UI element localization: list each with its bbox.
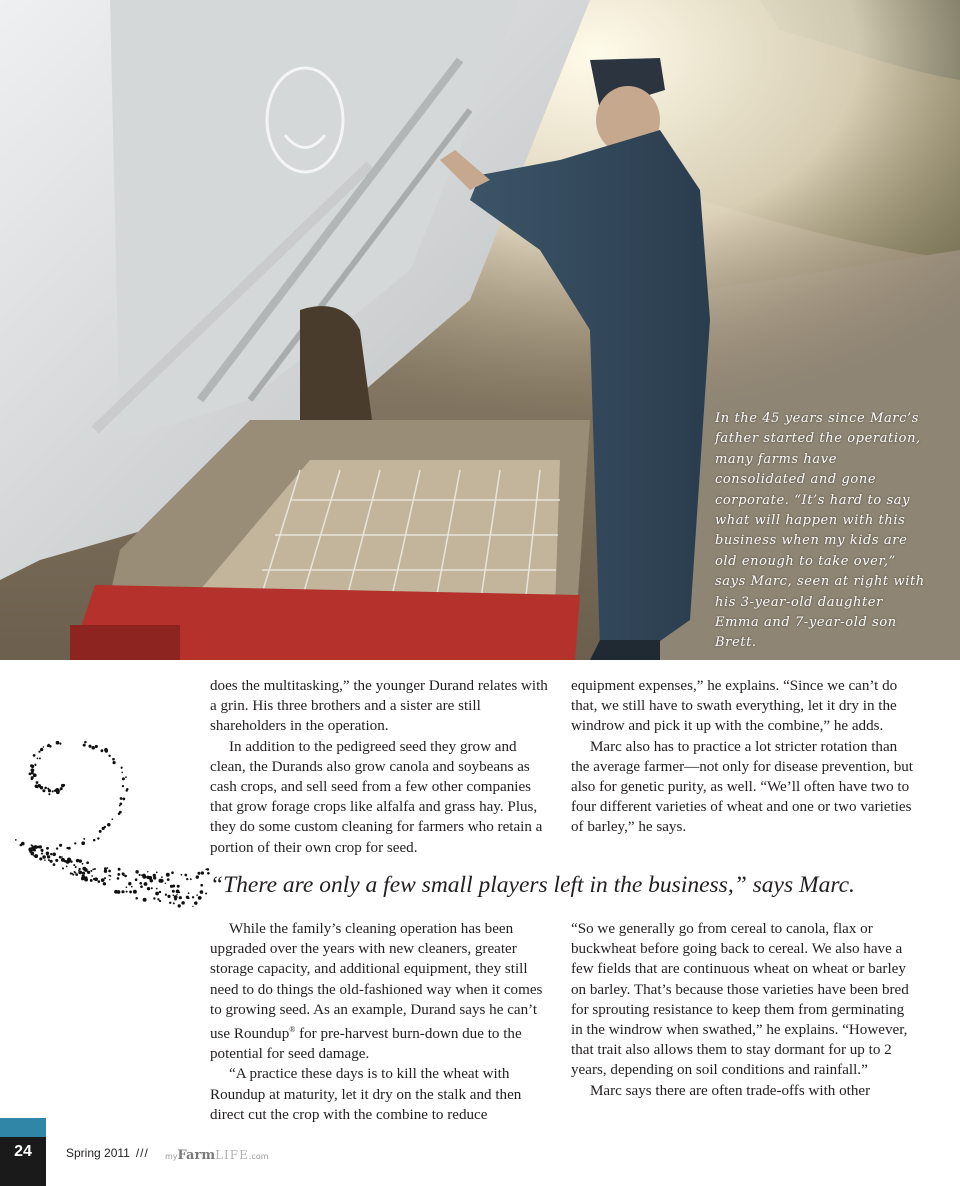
seed-dot xyxy=(111,818,113,820)
seed-dot xyxy=(178,904,181,907)
seed-dot xyxy=(39,757,41,759)
seed-dot xyxy=(59,743,61,745)
seed-dot xyxy=(172,885,175,888)
seed-dot xyxy=(104,867,107,870)
seed-dot xyxy=(113,761,116,764)
seed-dot xyxy=(122,797,125,800)
seed-dot xyxy=(128,882,131,885)
seed-dot xyxy=(42,855,46,859)
seed-dot xyxy=(94,868,96,870)
seed-dot xyxy=(122,785,124,787)
seed-dot xyxy=(192,906,193,907)
seed-dot xyxy=(40,849,43,852)
seed-dot xyxy=(86,861,89,864)
seed-dot xyxy=(117,877,120,880)
seed-dot xyxy=(167,878,170,881)
registered-mark: ® xyxy=(289,1025,296,1035)
seed-dot xyxy=(165,883,166,884)
seed-dot xyxy=(82,872,85,875)
seed-dot xyxy=(30,764,33,767)
seed-dot xyxy=(156,888,158,890)
seed-dot xyxy=(140,885,143,888)
seed-dot xyxy=(155,892,159,896)
seed-dot xyxy=(118,813,121,816)
seed-dot xyxy=(79,859,82,862)
seed-dot xyxy=(47,745,50,748)
seed-dot xyxy=(135,897,138,900)
seed-dot xyxy=(61,856,62,857)
photo-caption: In the 45 years since Marc’s father started the operation, many farms have consolidated and gone corporate. “It’s hard to say what will happen with this business when my kids are old enough to take over,” says Marc, seen at right with his 3-year-old daughter Emma and 7-year-old son Brett. xyxy=(715,411,925,651)
folio-accent-bar xyxy=(0,1118,46,1137)
seed-dot xyxy=(20,844,23,847)
seed-dot xyxy=(52,790,54,792)
seed-dot xyxy=(122,872,125,875)
seed-dot xyxy=(198,896,202,900)
seed-dot xyxy=(117,890,121,894)
seed-dot xyxy=(31,772,34,775)
seed-dot xyxy=(171,871,174,874)
paragraph: Marc says there are often trade-offs with other xyxy=(590,1082,871,1099)
seed-dot xyxy=(207,868,210,871)
seed-dot xyxy=(87,871,90,874)
seed-dot xyxy=(147,887,150,890)
issue-separator: /// xyxy=(135,1146,149,1160)
seed-dot xyxy=(54,790,56,792)
logo-farm: Farm xyxy=(177,1148,216,1163)
seed-dot xyxy=(47,855,50,858)
seed-dot xyxy=(78,870,79,871)
seed-dot xyxy=(73,864,75,866)
seed-dot xyxy=(81,841,85,845)
seed-dot xyxy=(42,789,45,792)
seed-dot xyxy=(97,837,99,839)
seed-dot xyxy=(118,868,121,871)
seed-dot xyxy=(101,878,105,882)
seed-dot xyxy=(61,788,63,790)
seed-dot xyxy=(94,877,98,881)
seed-dot xyxy=(33,754,36,757)
seed-dot xyxy=(39,857,42,860)
seed-dot xyxy=(84,741,87,744)
seed-dot xyxy=(98,880,101,883)
seed-dot xyxy=(34,854,38,858)
seed-dot xyxy=(75,866,77,868)
seed-dot xyxy=(122,777,125,780)
paragraph-text: for pre-harvest burn-down due to the potential for seed damage. xyxy=(210,1026,522,1063)
seed-dot xyxy=(101,749,104,752)
seed-dot xyxy=(62,867,64,869)
seed-dot xyxy=(147,871,148,872)
seed-dot xyxy=(15,839,17,841)
seed-dot xyxy=(200,884,203,887)
seed-dot xyxy=(74,842,76,844)
seed-swirl-decoration xyxy=(10,740,215,925)
seed-dot xyxy=(172,890,175,893)
seed-dot xyxy=(120,797,123,800)
seed-dot xyxy=(169,902,171,904)
seed-dot xyxy=(95,745,98,748)
seed-dot xyxy=(107,867,109,869)
seed-dot xyxy=(78,868,80,870)
seed-dot xyxy=(174,895,178,899)
seed-dot xyxy=(46,847,49,850)
seed-dot xyxy=(88,745,91,748)
seed-dot xyxy=(66,866,68,868)
seed-dot xyxy=(56,847,58,849)
seed-dot xyxy=(55,859,58,862)
seed-dot xyxy=(103,882,106,885)
seed-dot xyxy=(184,874,187,877)
seed-dot xyxy=(48,859,50,861)
seed-dot xyxy=(133,890,137,894)
seed-dot xyxy=(92,869,94,871)
seed-dot xyxy=(49,745,52,748)
seed-dot xyxy=(126,886,128,888)
seed-dot xyxy=(156,872,158,874)
seed-dot xyxy=(99,830,102,833)
seed-dot xyxy=(192,896,194,898)
seed-dot xyxy=(112,758,115,761)
seed-dot xyxy=(197,872,200,875)
seed-dot xyxy=(177,885,180,888)
seed-dot xyxy=(188,892,190,894)
seed-dot xyxy=(84,878,88,882)
seed-dot xyxy=(81,877,84,880)
seed-dot xyxy=(131,886,133,888)
seed-dot xyxy=(36,781,39,784)
seed-dot xyxy=(83,838,85,840)
seed-dot xyxy=(64,860,67,863)
seed-dot xyxy=(141,874,142,875)
seed-dot xyxy=(59,844,62,847)
seed-dot xyxy=(194,901,198,905)
seed-dot xyxy=(34,764,36,766)
seed-dot xyxy=(58,790,60,792)
seed-dot xyxy=(167,895,170,898)
seed-dot xyxy=(84,868,88,872)
article-column-1 xyxy=(210,676,552,858)
seed-dot xyxy=(46,854,48,856)
seed-dot xyxy=(104,877,106,879)
seed-dot xyxy=(187,897,189,899)
seed-dot xyxy=(44,787,47,790)
seed-dot xyxy=(153,897,155,899)
seed-dot xyxy=(157,898,159,900)
seed-dot xyxy=(104,748,108,752)
seed-dot xyxy=(47,788,49,790)
seed-dot xyxy=(166,873,170,877)
seed-dot xyxy=(144,882,148,886)
seed-dot xyxy=(33,855,35,857)
logo-my: my xyxy=(165,1152,178,1161)
page-number: 24 xyxy=(0,1137,46,1186)
issue-date: Spring 2011 xyxy=(66,1146,130,1160)
article-column-4 xyxy=(571,919,916,1101)
seed-dot xyxy=(31,846,34,849)
seed-dot xyxy=(108,755,110,757)
paragraph: In addition to the pedigreed seed they grow and clean, the Durands also grow canola and soybeans as cash crops, and sell seed from a few other companies that grow forage crops like alfalfa and grass hay. Plus, they do some custom cleaning for farmers who retain a portion of their own crop for seed. xyxy=(210,738,543,856)
seed-dot xyxy=(52,853,56,857)
seed-dot xyxy=(90,879,93,882)
seed-dot xyxy=(176,889,180,893)
seed-dot xyxy=(126,891,128,893)
seed-dot xyxy=(117,873,120,876)
seed-dot xyxy=(153,874,156,877)
seed-dot xyxy=(38,751,40,753)
seed-dot xyxy=(38,784,42,788)
article-column-2 xyxy=(571,676,916,838)
paragraph: does the multitasking,” the younger Durand relates with a grin. His three brothers and a sister are still shareholders in the operation. xyxy=(210,678,548,735)
seed-dot xyxy=(119,805,121,807)
seed-dot xyxy=(196,875,199,878)
issue-label xyxy=(66,1146,155,1160)
seed-dot xyxy=(190,878,192,880)
seed-dot xyxy=(148,876,152,880)
seed-dot xyxy=(109,879,110,880)
seed-dot xyxy=(161,876,163,878)
seed-dot xyxy=(139,874,141,876)
seed-dot xyxy=(91,875,93,877)
seed-dot xyxy=(121,890,124,893)
seed-dot xyxy=(53,863,56,866)
seed-dot xyxy=(102,827,105,830)
seed-dot xyxy=(159,900,161,902)
seed-dot xyxy=(90,870,92,872)
seed-dot xyxy=(200,890,204,894)
seed-dot xyxy=(159,891,161,893)
seed-dot xyxy=(173,902,175,904)
seed-dot xyxy=(66,847,68,849)
seed-dot xyxy=(108,875,110,877)
seed-dot xyxy=(50,853,52,855)
seed-dot xyxy=(129,890,132,893)
seed-dot xyxy=(93,839,96,842)
paragraph: “A practice these days is to kill the wheat with Roundup at maturity, let it dry on the stalk and then direct cut the crop with the combine to reduce xyxy=(210,1066,522,1123)
paragraph-text: While the family’s cleaning operation has been upgraded over the years with new cleaners, greater storage capacity, and additional equipment, they still need to do things the old-fashioned way when it comes to growing seed. As an example, Durand says he can’t use Roundup xyxy=(210,921,543,1043)
seed-dot xyxy=(142,875,146,879)
seed-dot xyxy=(205,892,207,894)
article-column-3 xyxy=(210,919,552,1125)
seed-dot xyxy=(135,878,138,881)
seed-dot xyxy=(121,767,123,769)
paragraph: equipment expenses,” he explains. “Since we can’t do that, we still have to swath everything, let it dry in the windrow and pick it up with the combine,” he adds. xyxy=(571,678,898,735)
seed-dot xyxy=(59,856,62,859)
seed-dot xyxy=(181,901,185,905)
seed-dot xyxy=(91,746,95,750)
paragraph: “So we generally go from cereal to canola, flax or buckwheat before going back to cereal. We also have a few fields that are continuous wheat on wheat or barley on barley. That’s because those varieties have been bred for sprouting resistance to keep them from germinating in the windrow when swathed,” he explains. “However, that trait also allows them to stay dormant for up to 2 years, depending on soil conditions and rainfall.” xyxy=(571,921,909,1079)
seed-dot xyxy=(43,746,45,748)
seed-dot xyxy=(74,871,76,873)
seed-dot xyxy=(186,878,188,880)
seed-dot xyxy=(40,748,43,751)
pull-quote: “There are only a few small players left in the business,” says Marc. xyxy=(210,872,855,898)
logo-com: .com xyxy=(248,1152,269,1161)
seed-dot xyxy=(201,871,204,874)
logo-life: LIFE xyxy=(215,1148,249,1162)
seed-dot xyxy=(143,898,146,901)
seed-dot xyxy=(31,776,34,779)
seed-dot xyxy=(37,758,39,760)
seed-dot xyxy=(159,879,163,883)
seed-dot xyxy=(181,874,183,876)
seed-dot xyxy=(196,894,198,896)
seed-dot xyxy=(176,894,177,895)
seed-dot xyxy=(126,789,128,791)
seed-dot xyxy=(107,823,110,826)
seed-dot xyxy=(69,859,72,862)
seed-dot xyxy=(62,784,65,787)
paragraph xyxy=(210,919,552,1064)
seed-dot xyxy=(165,894,167,896)
seed-dot xyxy=(35,784,38,787)
seed-dot xyxy=(48,793,50,795)
seed-dot xyxy=(50,860,53,863)
seed-dot xyxy=(83,744,86,747)
seed-dot xyxy=(44,859,46,861)
seed-dot xyxy=(139,882,142,885)
seed-dot xyxy=(41,853,43,855)
seed-dot xyxy=(172,894,174,896)
seed-dot xyxy=(75,873,78,876)
seed-dot xyxy=(179,896,182,899)
magazine-logo xyxy=(165,1144,269,1163)
seed-dot xyxy=(135,870,138,873)
seed-dot xyxy=(56,741,60,745)
seed-dot xyxy=(108,870,111,873)
seed-dot xyxy=(72,873,74,875)
paragraph: Marc also has to practice a lot stricter rotation than the average farmer—not only for disease prevention, but also for genetic purity, as well. “We’ll often have two to four different varieties of wheat and one or two varieties of barley,” he says. xyxy=(571,738,913,836)
seed-dot xyxy=(121,771,123,773)
seed-dot xyxy=(82,863,84,865)
seed-dot xyxy=(125,776,127,778)
seed-dot xyxy=(151,887,153,889)
